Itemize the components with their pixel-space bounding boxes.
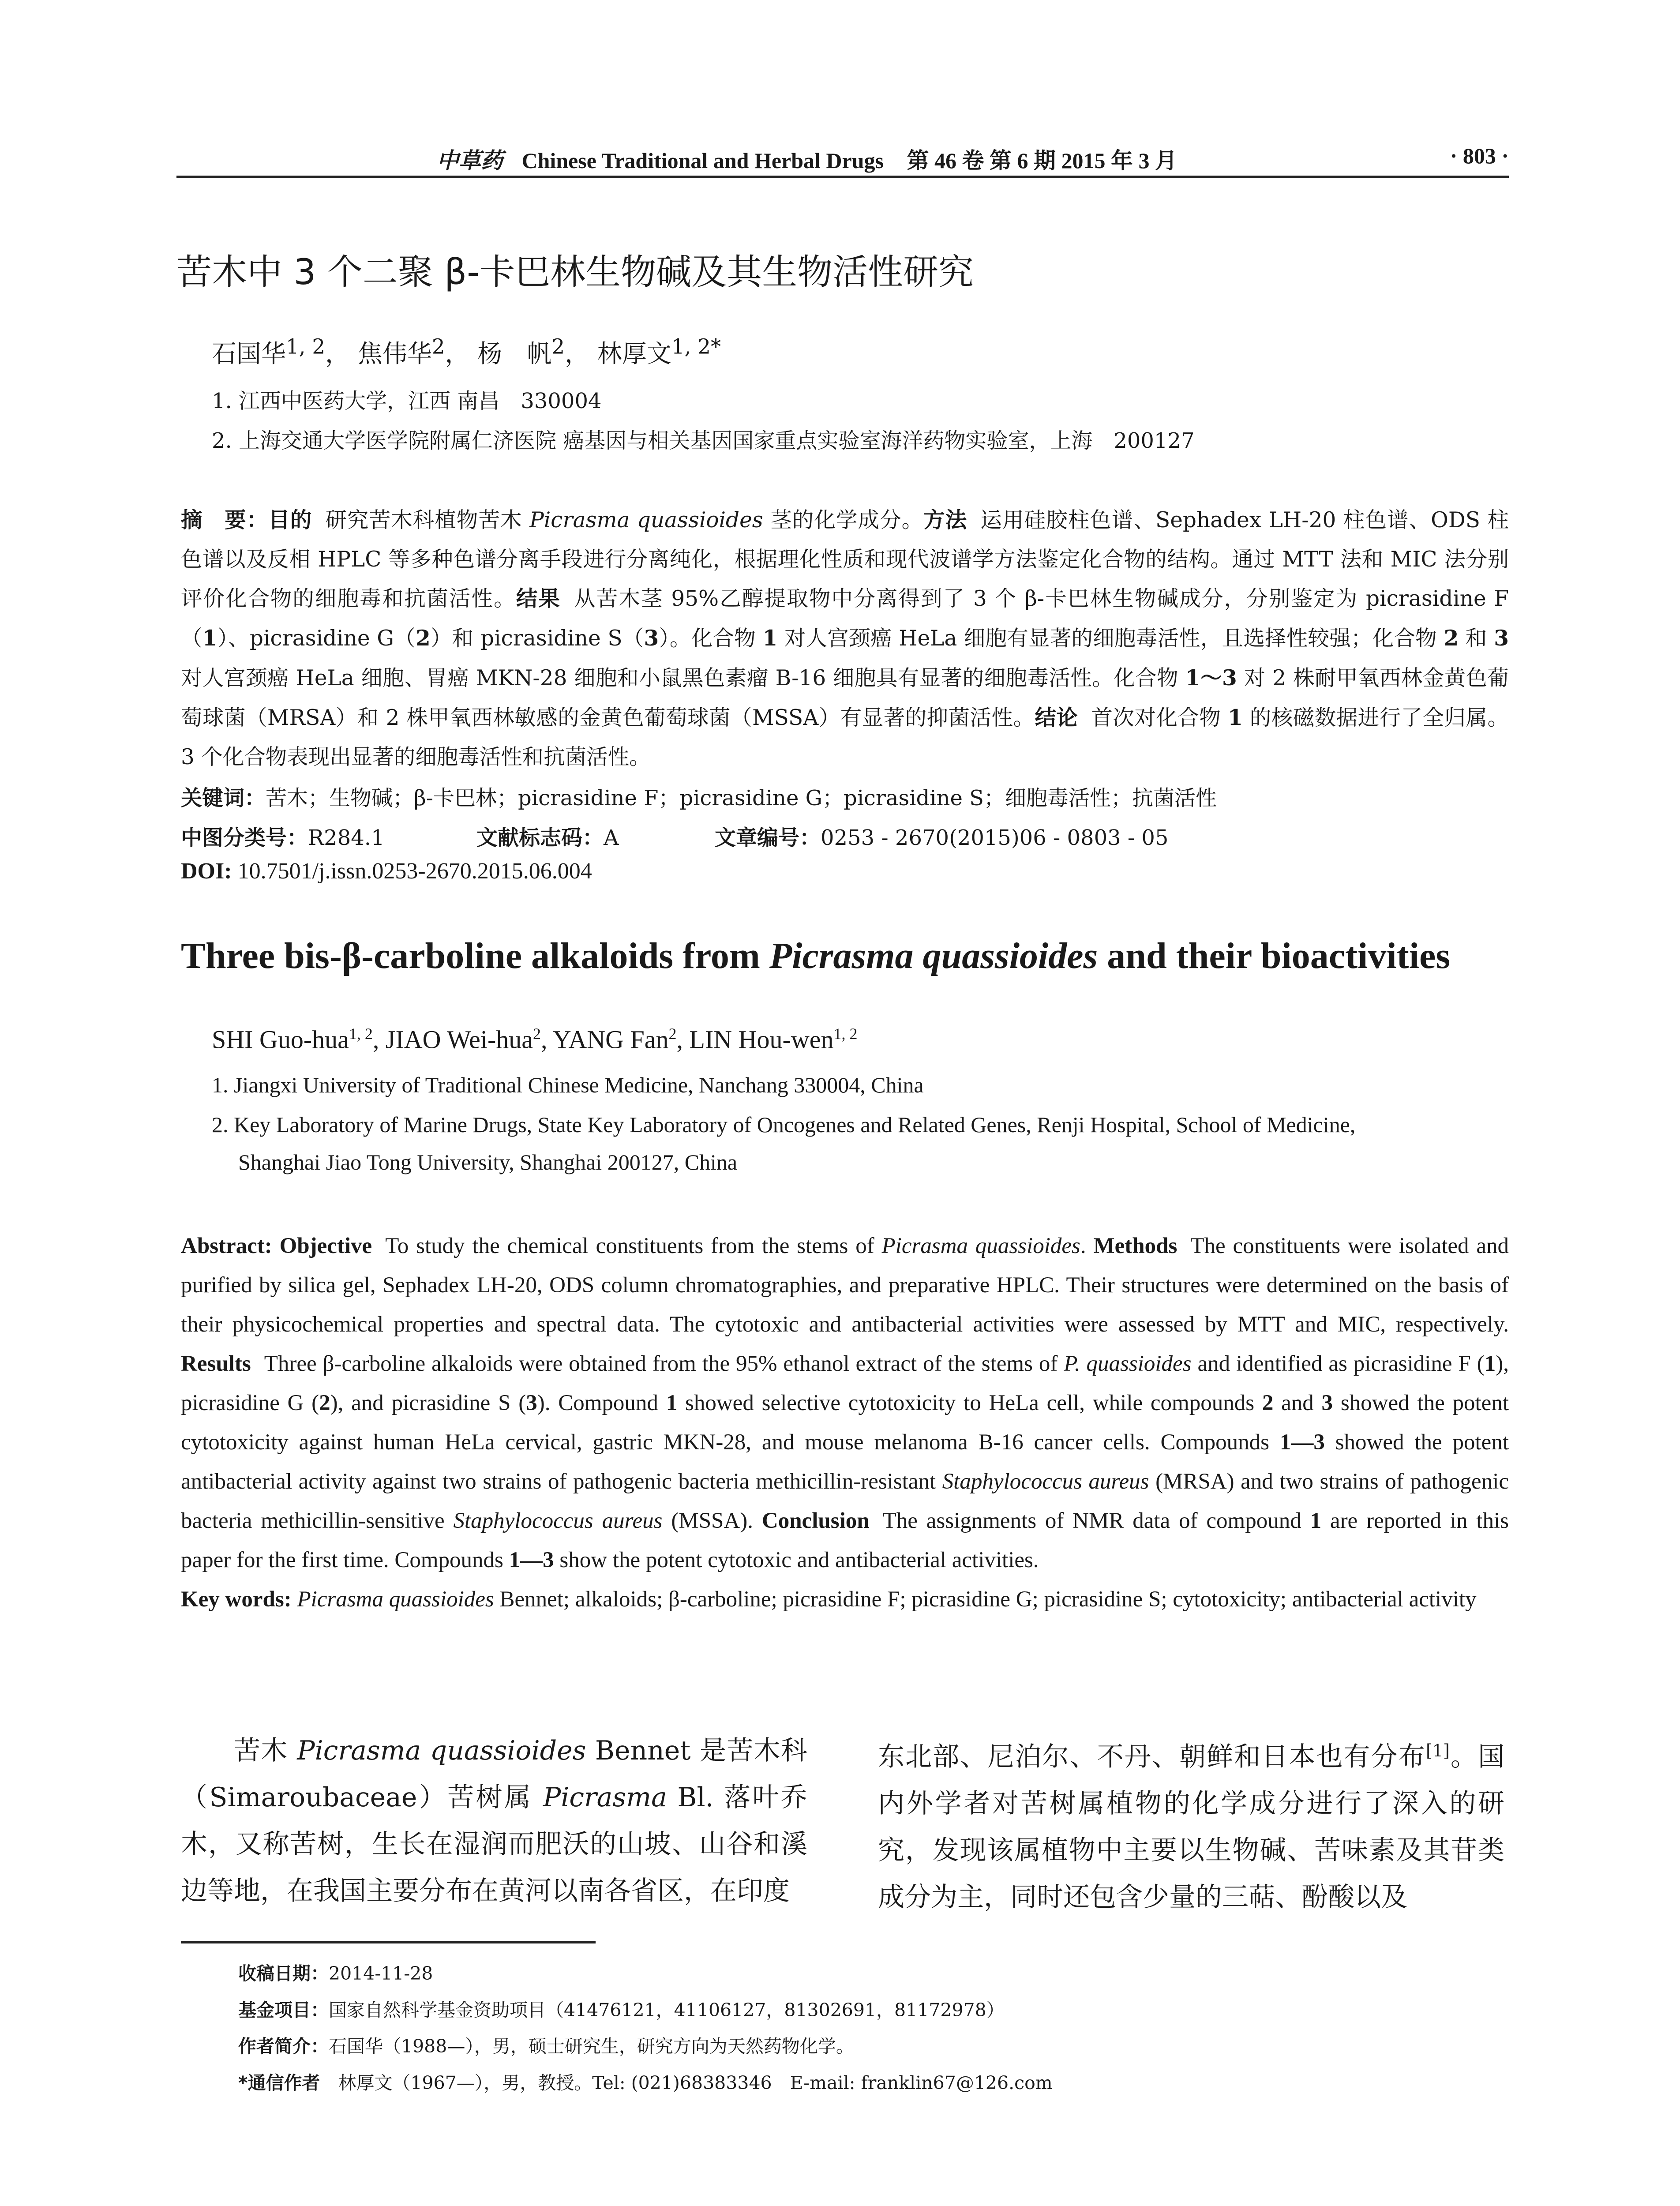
- footnote-label: 收稿日期：: [238, 1963, 329, 1984]
- conclusion-label-en: Conclusion: [761, 1508, 870, 1533]
- keywords-label-cn: 关键词：: [181, 786, 266, 810]
- results-text-cn: 从苦木茎 95%乙醇提取物中分离得到了 3 个 β-卡巴林生物碱成分，分别鉴定为 picrasidine F（: [181, 586, 1509, 651]
- abstract-en: [181, 1227, 1509, 1619]
- keywords-text-cn: 苦木；生物碱；β-卡巴林；picrasidine F；picrasidine G；picrasidine S；细胞毒活性；抗菌活性: [266, 786, 1217, 810]
- species-name: Picrasma quassioides: [881, 1234, 1080, 1258]
- affiliation-en-1: 1. Jiangxi University of Traditional Chinese Medicine, Nanchang 330004, China: [212, 1073, 924, 1097]
- objective-label-cn: 目的: [268, 508, 312, 533]
- results-text-cn: 对人宫颈癌 HeLa 细胞、胃癌 MKN-28 细胞和小鼠黑色素瘤 B-16 细胞具有显著的细胞毒活性。化合物: [181, 666, 1185, 690]
- objective-end-en: .: [1080, 1234, 1086, 1258]
- species-name: Picrasma quassioides: [297, 1735, 586, 1766]
- affiliation-cn-1: 1. 江西中医药大学，江西 南昌 330004: [212, 389, 602, 413]
- journal-name-cn: 中草药: [437, 147, 503, 173]
- author-sup: 1, 2: [349, 1025, 373, 1043]
- compound-number: 2: [1262, 1391, 1274, 1415]
- compound-number: 1: [1484, 1351, 1496, 1376]
- compound-number: 2: [1444, 626, 1459, 651]
- author-sup: 2: [431, 335, 445, 359]
- compound-number: 1: [202, 626, 218, 651]
- methods-text-cn: 运用硅胶柱色谱、Sephadex LH-20 柱色谱、ODS 柱色谱以及反相 HPLC 等多种色谱分离手段进行分离纯化，根据理化性质和现代波谱学方法鉴定化合物的结构。通过 MTT 法和 MIC 法分别评价化合物的细胞毒和抗菌活性。: [181, 508, 1509, 611]
- journal-header: [437, 143, 1177, 175]
- author-en: JIAO Wei-hua: [385, 1025, 533, 1054]
- footnote-corresponding: [238, 2068, 1053, 2094]
- author-sep: ,: [676, 1025, 690, 1054]
- compound-number: 2: [319, 1391, 330, 1415]
- species-name: Staphylococcus aureus: [942, 1469, 1149, 1494]
- reference-marker[interactable]: [1]: [1425, 1741, 1450, 1760]
- methods-label-cn: 方法: [923, 508, 968, 533]
- body-text: 。国内外学者对苦树属植物的化学成分进行了深入的研究，发现该属植物中主要以生物碱、苦味素及其苷类成分为主，同时还包含少量的三萜、酚酸以及: [878, 1741, 1505, 1913]
- abstract-label-cn: 摘 要：: [181, 508, 269, 533]
- results-text-en: (MSSA).: [662, 1508, 753, 1533]
- doc-code-label: 文献标志码：: [476, 825, 604, 850]
- conclusion-text-en: are reported in this paper for the first time. Compounds: [181, 1508, 1509, 1572]
- doi-label: DOI:: [181, 859, 232, 884]
- compound-number: 3: [526, 1391, 537, 1415]
- title-cn: 苦木中 3 个二聚 β-卡巴林生物碱及其生物活性研究: [176, 251, 974, 293]
- footnote-fund: [238, 1996, 1005, 2022]
- species-name: P. quassioides: [1064, 1351, 1192, 1376]
- compound-number: 1—3: [1279, 1430, 1325, 1455]
- footnote-text: 石国华（1988—），男，硕士研究生，研究方向为天然药物化学。: [329, 2036, 854, 2057]
- article-no-label: 文章编号：: [715, 825, 821, 850]
- results-text-en: and identified as picrasidine F (: [1191, 1351, 1485, 1376]
- doi-line: [181, 858, 592, 884]
- author-sep: ,: [372, 1025, 386, 1054]
- objective-text-en: To study the chemical constituents from the stems of: [385, 1234, 882, 1258]
- objective-text-cn: 研究苦木科植物苦木: [325, 508, 530, 533]
- title-en: [181, 934, 1450, 977]
- article-no-value: 0253 - 2670(2015)06 - 0803 - 05: [821, 825, 1169, 850]
- classification-line: [181, 821, 1168, 851]
- title-en-part: Three bis-β-carboline alkaloids from: [181, 935, 769, 976]
- species-name: Picrasma quassioides: [529, 508, 763, 533]
- results-text-en: ), picrasidine G (: [181, 1351, 1509, 1415]
- author-cn: 杨 帆: [477, 340, 552, 368]
- body-text: 东北部、尼泊尔、不丹、朝鲜和日本也有分布: [878, 1741, 1426, 1772]
- results-label-en: Results: [181, 1351, 251, 1376]
- footnote-received: [238, 1959, 433, 1985]
- conclusion-text-en: show the potent cytotoxic and antibacterial activities.: [554, 1548, 1039, 1572]
- keywords-text-en: Bennet; alkaloids; β-carboline; picrasidine F; picrasidine G; picrasidine S; cytotoxicity; antibacterial activity: [494, 1587, 1477, 1612]
- author-sup: 1, 2: [286, 335, 326, 359]
- author-en: SHI Guo-hua: [212, 1025, 349, 1054]
- journal-name-en: Chinese Traditional and Herbal Drugs: [521, 148, 884, 173]
- title-en-part: and their bioactivities: [1098, 935, 1451, 976]
- authors-en: [212, 1024, 857, 1054]
- compound-number: 3: [1494, 626, 1509, 651]
- compound-number: 1: [762, 626, 778, 651]
- results-label-cn: 结果: [516, 586, 561, 611]
- results-text-en: showed the potent antibacterial activity against two strains of pathogenic bacteria methicillin-resistant: [181, 1430, 1509, 1494]
- affiliation-cn-2: 2. 上海交通大学医学院附属仁济医院 癌基因与相关基因国家重点实验室海洋药物实验室，上海 200127: [212, 428, 1195, 453]
- compound-number: 1—3: [509, 1548, 554, 1572]
- keywords-en: [181, 1580, 1509, 1619]
- abstract-label-en: Abstract: Objective: [181, 1234, 372, 1258]
- author-en: LIN Hou-wen: [689, 1025, 834, 1054]
- methods-label-en: Methods: [1093, 1234, 1178, 1258]
- doc-code-value: A: [604, 825, 619, 850]
- affiliation-en-2-cont: Shanghai Jiao Tong University, Shanghai 200127, China: [238, 1150, 738, 1174]
- results-text-cn: 和: [1459, 626, 1494, 651]
- issue-info: 第 46 卷 第 6 期 2015 年 3 月: [907, 148, 1177, 173]
- author-sup: 2: [533, 1025, 541, 1043]
- footnote-divider: [181, 1941, 596, 1943]
- author-en: YANG Fan: [552, 1025, 669, 1054]
- body-text: Bl. 落叶乔木，又称苦树，生长在湿润而肥沃的山坡、山谷和溪边等地，在我国主要分布在黄河以南各省区，在印度: [181, 1782, 807, 1906]
- author-sep: ,: [541, 1025, 553, 1054]
- body-column-right: [878, 1727, 1504, 1921]
- results-text-en: showed selective cytotoxicity to HeLa cell, while compounds: [677, 1391, 1262, 1415]
- body-column-left: [181, 1727, 807, 1914]
- footnote-bio: [238, 2032, 854, 2058]
- clc-label: 中图分类号：: [181, 825, 308, 850]
- results-text-en: ), and picrasidine S (: [330, 1391, 526, 1415]
- results-text-en: and: [1273, 1391, 1322, 1415]
- species-name: Staphylococcus aureus: [453, 1508, 663, 1533]
- footnote-label: *通信作者: [238, 2072, 320, 2093]
- results-text-en: showed the potent cytotoxicity against human HeLa cervical, gastric MKN-28, and mouse melanoma B-16 cancer cells. Compounds: [181, 1391, 1509, 1455]
- keywords-label-en: Key words:: [181, 1587, 292, 1612]
- conclusion-label-cn: 结论: [1035, 705, 1078, 730]
- species-name: Picrasma quassioides: [297, 1587, 494, 1612]
- objective-text-cn-2: 茎的化学成分。: [763, 508, 924, 533]
- clc-value: R284.1: [308, 825, 385, 850]
- author-sup: 2: [551, 335, 565, 359]
- author-cn: 石国华: [212, 340, 286, 368]
- methods-text-en: The constituents were isolated and purified by silica gel, Sephadex LH-20, ODS column chromatographies, and preparative HPLC. Their structures were determined on the basis of their physicochemical properties and spectral data. The cytotoxic and antibacterial activities were assessed by MTT and MIC, respectively.: [181, 1234, 1509, 1337]
- keywords-cn: [181, 781, 1217, 811]
- results-text-cn: ）和 picrasidine S（: [430, 626, 644, 651]
- author-sup: 1, 2: [833, 1025, 858, 1043]
- abstract-cn: [181, 501, 1509, 777]
- body-text: 苦木: [234, 1735, 297, 1766]
- running-header: [176, 140, 1509, 178]
- compound-number: 1: [666, 1391, 678, 1415]
- title-species: Picrasma quassioides: [769, 935, 1098, 976]
- results-text-cn: 对 2 株耐甲氧西林金黄色葡萄球菌（MRSA）和 2 株甲氧西林敏感的金黄色葡萄球菌（MSSA）有显著的抑菌活性。: [181, 666, 1509, 730]
- results-text-en: Three β-carboline alkaloids were obtained from the 95% ethanol extract of the stems of: [264, 1351, 1064, 1376]
- conclusion-text-cn: 首次对化合物: [1091, 705, 1228, 730]
- body-text: Bennet 是苦木科（Simaroubaceae）苦树属: [181, 1735, 807, 1813]
- author-sup: 2: [668, 1025, 677, 1043]
- results-text-cn: ）。化合物: [659, 626, 763, 651]
- compound-number: 1～3: [1185, 665, 1237, 690]
- page-number: · 803 ·: [1450, 143, 1509, 168]
- authors-cn: 石国华$^{1, 2}$， 焦伟华$^2$， 杨 帆$^2$， 林厚文$^{1, 2*}$: [212, 335, 721, 368]
- footnote-label: 基金项目：: [238, 2000, 329, 2021]
- results-text-cn: 对人宫颈癌 HeLa 细胞有显著的细胞毒活性，且选择性较强；化合物: [777, 626, 1444, 651]
- conclusion-text-cn: 的核磁数据进行了全归属。3 个化合物表现出显著的细胞毒活性和抗菌活性。: [181, 705, 1509, 769]
- author-cn: 林厚文: [597, 340, 671, 368]
- doi-value[interactable]: 10.7501/j.issn.0253-2670.2015.06.004: [232, 859, 592, 884]
- results-text-cn: ）、picrasidine G（: [217, 626, 416, 651]
- genus-name: Picrasma: [543, 1782, 667, 1813]
- compound-number: 3: [1321, 1391, 1333, 1415]
- author-sup: 1, 2*: [671, 335, 721, 359]
- compound-number: 3: [644, 626, 659, 651]
- compound-number: 1: [1228, 705, 1243, 730]
- affiliation-en-2: 2. Key Laboratory of Marine Drugs, State Key Laboratory of Oncogenes and Related Genes, Renji Hospital, School of Medicine,: [212, 1112, 1356, 1137]
- footnote-text: 林厚文（1967—），男，教授。Tel: (021)68383346 E-mail: franklin67@126.com: [320, 2072, 1053, 2093]
- compound-number: 2: [415, 626, 431, 651]
- conclusion-text-en: The assignments of NMR data of compound: [882, 1508, 1310, 1533]
- footnote-text: 2014-11-28: [329, 1963, 433, 1984]
- author-cn: 焦伟华: [357, 340, 432, 368]
- compound-number: 1: [1310, 1508, 1322, 1533]
- footnote-label: 作者简介：: [238, 2036, 329, 2057]
- results-text-en: ). Compound: [537, 1391, 666, 1415]
- footnote-text: 国家自然科学基金资助项目（41476121，41106127，81302691，81172978）: [329, 2000, 1005, 2021]
- results-text-en: (MRSA) and two strains of pathogenic bacteria methicillin-sensitive: [181, 1469, 1509, 1533]
